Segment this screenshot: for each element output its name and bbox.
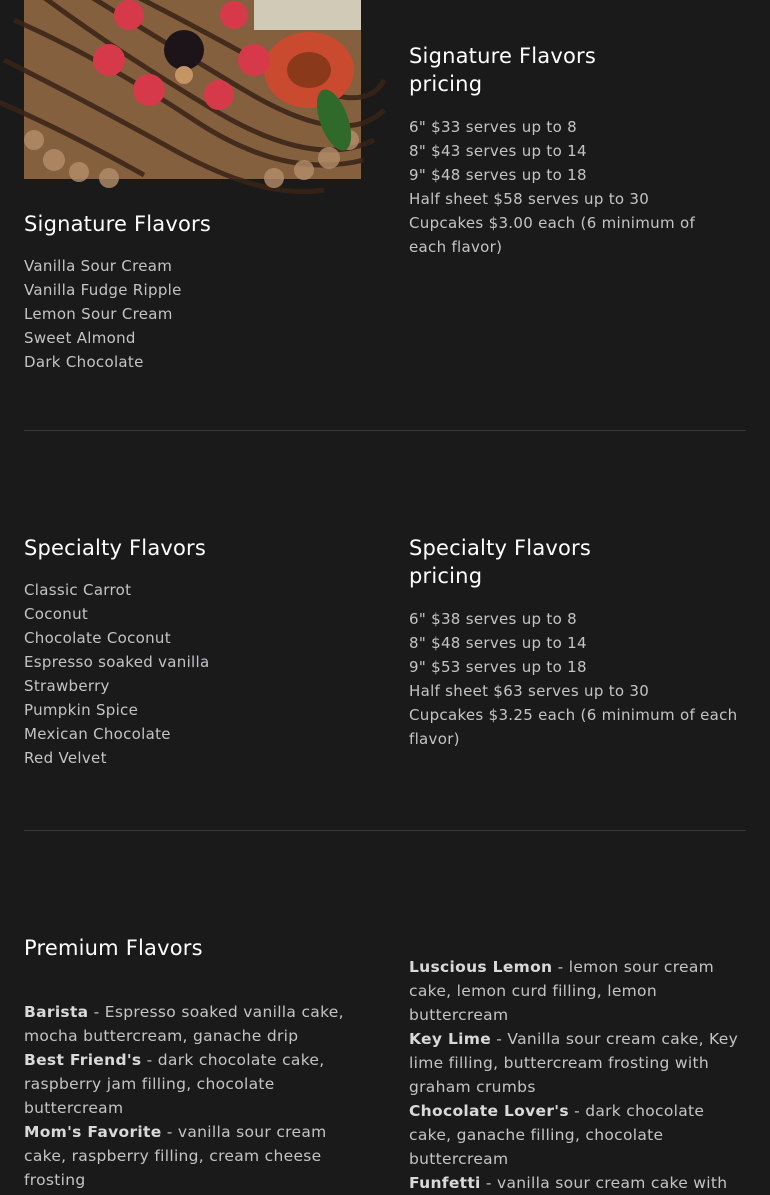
specialty-pricing-heading (409, 534, 749, 590)
specialty-flavors-section (24, 534, 361, 770)
flavor-description: - lemon sour cream cake, lemon curd filling, lemon buttercream (409, 958, 715, 1024)
cake-illustration (24, 0, 361, 179)
premium-right-section (409, 955, 749, 1195)
section-divider (24, 430, 746, 431)
section-divider (24, 830, 746, 831)
flavor-description: - dark chocolate cake, raspberry jam filling, chocolate buttercream (24, 1051, 325, 1117)
price-item: 8" $48 serves up to 14 (409, 634, 587, 652)
list-item: Chocolate Coconut (24, 629, 171, 647)
price-item: Cupcakes $3.25 each (6 minimum of each flavor) (409, 706, 738, 748)
list-item (409, 955, 749, 1027)
flavor-name: Mom's Favorite (24, 1123, 162, 1141)
flavor-name: Barista (24, 1003, 89, 1021)
list-item: Lemon Sour Cream (24, 305, 173, 323)
specialty-flavors-heading: Specialty Flavors (24, 536, 207, 560)
flavor-description: - Vanilla sour cream cake, Key lime filling, buttercream frosting with graham crumbs (409, 1030, 739, 1096)
list-item: Classic Carrot (24, 581, 132, 599)
flavor-name: Luscious Lemon (409, 958, 553, 976)
list-item (24, 1120, 361, 1192)
price-item: 6" $33 serves up to 8 (409, 118, 577, 136)
list-item: Espresso soaked vanilla (24, 653, 210, 671)
heading-line: Specialty Flavors (409, 536, 592, 560)
heading-line: pricing (409, 564, 483, 588)
flavor-name: Key Lime (409, 1030, 492, 1048)
list-item: Coconut (24, 605, 89, 623)
flavor-name: Funfetti (409, 1174, 481, 1192)
signature-flavors-section (24, 210, 361, 374)
premium-flavors-section (24, 934, 361, 1192)
flavor-name: Chocolate Lover's (409, 1102, 569, 1120)
premium-flavors-heading: Premium Flavors (24, 936, 203, 960)
list-item (24, 1000, 361, 1048)
list-item (409, 1171, 749, 1195)
list-item: Mexican Chocolate (24, 725, 171, 743)
price-item: Cupcakes $3.00 each (6 minimum of each flavor) (409, 214, 696, 256)
list-item: Red Velvet (24, 749, 107, 767)
list-item: Sweet Almond (24, 329, 136, 347)
flavor-description: - dark chocolate cake, ganache filling, chocolate buttercream (409, 1102, 705, 1168)
heading-line: pricing (409, 72, 483, 96)
list-item (409, 1099, 749, 1171)
list-item: Strawberry (24, 677, 110, 695)
signature-flavors-list (24, 254, 361, 374)
list-item: Vanilla Fudge Ripple (24, 281, 182, 299)
specialty-pricing-list (409, 607, 749, 751)
price-item: Half sheet $63 serves up to 30 (409, 682, 650, 700)
signature-pricing-heading (409, 42, 749, 98)
price-item: 9" $48 serves up to 18 (409, 166, 587, 184)
price-item: 9" $53 serves up to 18 (409, 658, 587, 676)
list-item: Vanilla Sour Cream (24, 257, 173, 275)
signature-flavors-heading: Signature Flavors (24, 212, 212, 236)
flavor-description: - vanilla sour cream cake with (480, 1174, 728, 1192)
list-item (24, 1048, 361, 1120)
flavor-description: - Espresso soaked vanilla cake, mocha buttercream, ganache drip (24, 1003, 344, 1045)
list-item: Pumpkin Spice (24, 701, 139, 719)
cake-photo (24, 0, 361, 179)
price-item: 6" $38 serves up to 8 (409, 610, 577, 628)
list-item (409, 1027, 749, 1099)
price-item: 8" $43 serves up to 14 (409, 142, 587, 160)
signature-pricing-list (409, 115, 749, 259)
premium-left-list (24, 1000, 361, 1192)
price-item: Half sheet $58 serves up to 30 (409, 190, 650, 208)
heading-line: Signature Flavors (409, 44, 597, 68)
flavor-name: Best Friend's (24, 1051, 142, 1069)
flavor-description: - vanilla sour cream cake, raspberry filling, cream cheese frosting (24, 1123, 327, 1189)
specialty-pricing-section (409, 534, 749, 751)
signature-pricing-section (409, 42, 749, 259)
list-item: Dark Chocolate (24, 353, 144, 371)
specialty-flavors-list (24, 578, 361, 770)
